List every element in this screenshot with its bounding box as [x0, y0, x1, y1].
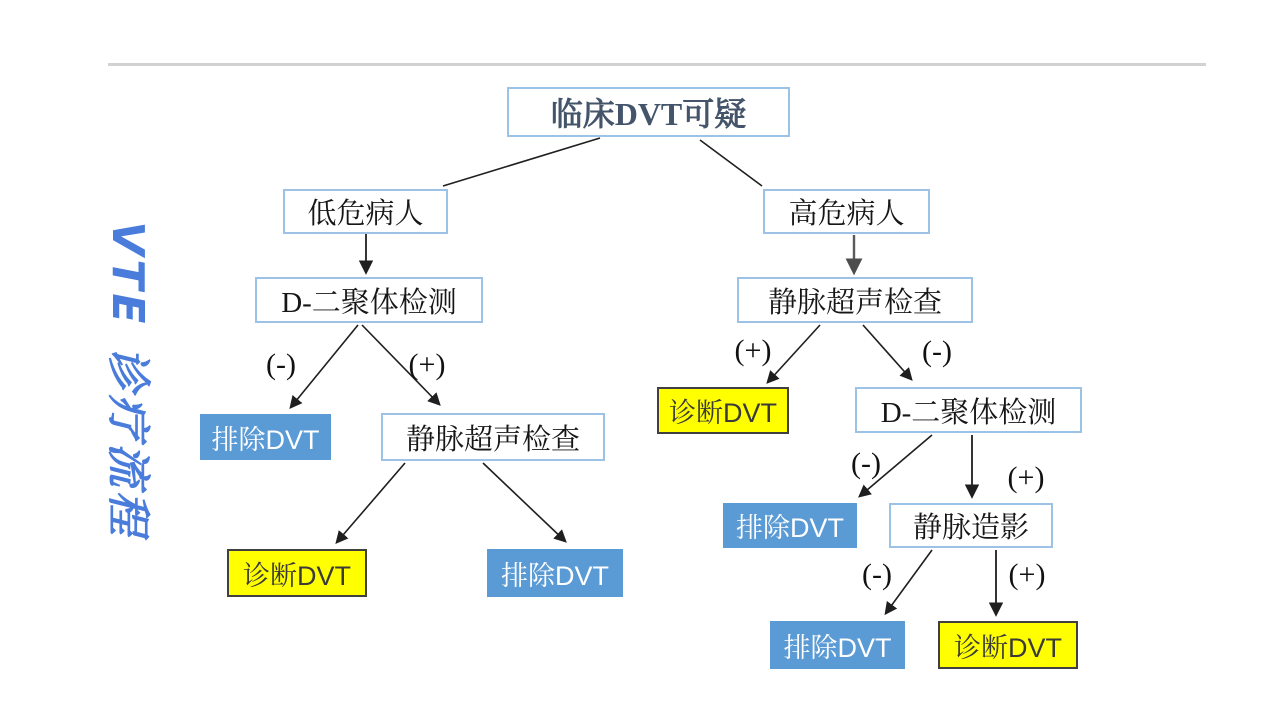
node-ddimer-test-left: D-二聚体检测 — [255, 277, 483, 323]
node-venous-ultrasound-right: 静脉超声检查 — [737, 277, 973, 323]
node-venography: 静脉造影 — [889, 503, 1053, 548]
node-exclude-dvt-right-mid: 排除DVT — [723, 503, 857, 548]
node-diagnose-dvt-bottom-right: 诊断DVT — [938, 621, 1078, 669]
slide-vertical-title: VTE 诊疗流程 — [102, 221, 153, 539]
node-high-risk-patient: 高危病人 — [763, 189, 930, 234]
node-low-risk-patient: 低危病人 — [283, 189, 448, 234]
node-exclude-dvt-bottom-right: 排除DVT — [770, 621, 905, 669]
edge-label-left-negative: (-) — [266, 348, 296, 381]
node-exclude-dvt-left: 排除DVT — [200, 414, 331, 460]
edge-label-right-ddimer-negative: (-) — [851, 447, 881, 480]
node-venous-ultrasound-left: 静脉超声检查 — [381, 413, 605, 461]
node-exclude-dvt-left-bottom: 排除DVT — [487, 549, 623, 597]
edge-label-venography-negative: (-) — [862, 558, 892, 591]
node-diagnose-dvt-right-top: 诊断DVT — [657, 387, 789, 434]
edge-label-right-ultrasound-negative: (-) — [922, 335, 952, 368]
edge-label-right-ddimer-positive: (+) — [1007, 461, 1045, 494]
node-ddimer-test-right: D-二聚体检测 — [855, 387, 1082, 433]
edge-label-right-ultrasound-positive: (+) — [734, 334, 772, 367]
node-clinical-dvt-suspected: 临床DVT可疑 — [507, 87, 790, 137]
edge-label-venography-positive: (+) — [1008, 558, 1046, 591]
edge-label-left-positive: (+) — [408, 348, 446, 381]
node-diagnose-dvt-left-bottom: 诊断DVT — [227, 549, 367, 597]
